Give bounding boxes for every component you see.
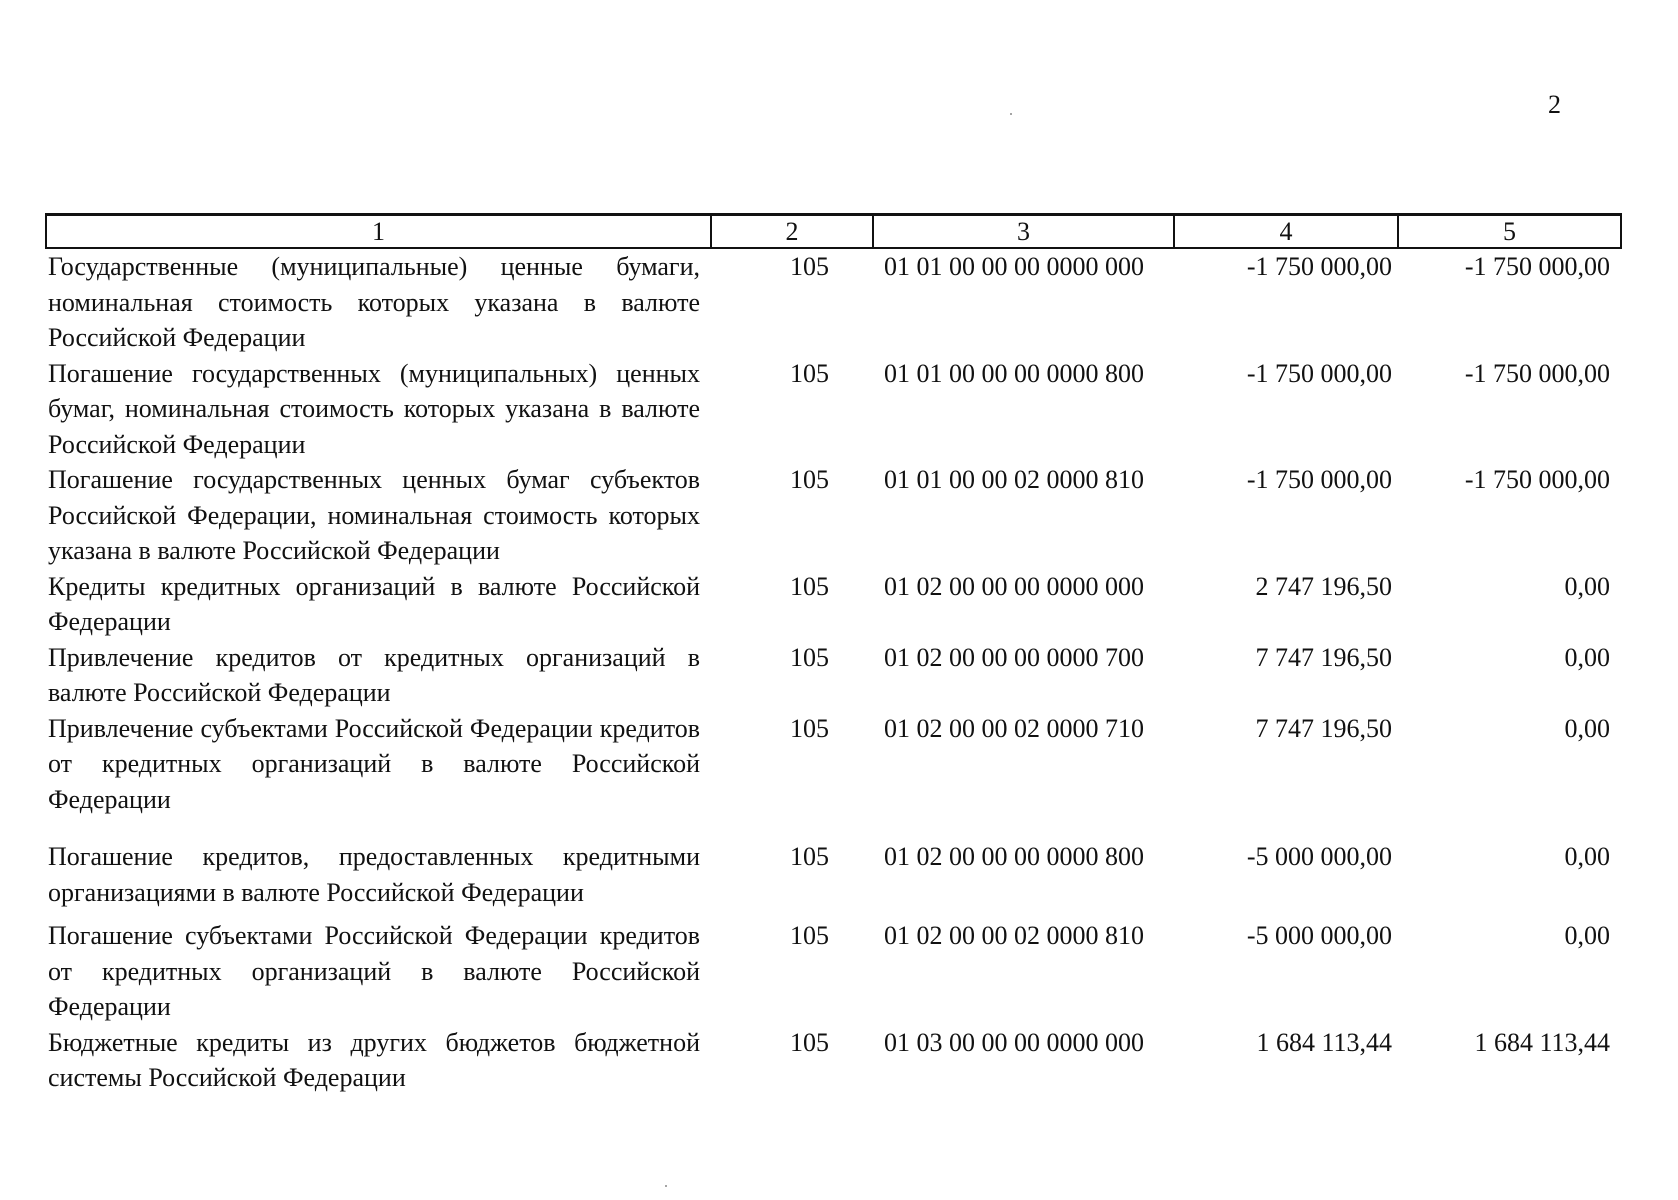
- table-header: [45, 213, 1622, 249]
- scan-speck: [1010, 113, 1012, 115]
- row-sum-2: 0,00: [1564, 921, 1610, 950]
- row-name: Погашение субъектами Российской Федерации кредитов от кредитных организаций в валюте Российской Федерации: [48, 921, 700, 1021]
- row-sum-1: 7 747 196,50: [1255, 713, 1392, 743]
- table-row: [45, 918, 1622, 1025]
- row-budget-code: 01 02 00 00 00 0000 000: [884, 571, 1144, 601]
- row-admin-code: 105: [790, 465, 829, 494]
- table-row: [45, 569, 1622, 640]
- row-sum-1: -1 750 000,00: [1246, 252, 1392, 281]
- row-name: Погашение кредитов, предоставленных кредитными организациями в валюте Российской Федерации: [48, 842, 700, 907]
- row-budget-code: 01 02 00 00 02 0000 710: [884, 713, 1144, 743]
- row-sum-2: 0,00: [1564, 842, 1610, 871]
- row-budget-code: 01 02 00 00 02 0000 810: [884, 921, 1144, 950]
- row-sum-2: 1 684 113,44: [1474, 1027, 1610, 1057]
- table-row: [45, 839, 1622, 910]
- row-name: Бюджетные кредиты из других бюджетов бюджетной системы Российской Федерации: [48, 1027, 700, 1092]
- row-sum-1: -1 750 000,00: [1246, 465, 1392, 494]
- row-sum-1: 2 747 196,50: [1255, 571, 1392, 601]
- row-budget-code: 01 01 00 00 00 0000 800: [884, 358, 1144, 388]
- row-name: Погашение государственных ценных бумаг субъектов Российской Федерации, номинальная стоимость которых указана в валюте Российской Федерации: [48, 465, 700, 565]
- column-header-2: 2: [712, 216, 874, 247]
- table-row: [45, 711, 1622, 818]
- row-sum-1: -5 000 000,00: [1246, 842, 1392, 871]
- row-sum-2: 0,00: [1564, 642, 1610, 672]
- row-admin-code: 105: [790, 571, 829, 601]
- row-admin-code: 105: [790, 252, 829, 281]
- row-sum-2: 0,00: [1564, 713, 1610, 743]
- page-number: 2: [1548, 90, 1561, 119]
- row-admin-code: 105: [790, 642, 829, 672]
- row-admin-code: 105: [790, 921, 829, 950]
- row-budget-code: 01 02 00 00 00 0000 700: [884, 642, 1144, 672]
- table-row: [45, 249, 1622, 356]
- row-admin-code: 105: [790, 1027, 829, 1057]
- row-sum-2: 0,00: [1564, 571, 1610, 601]
- row-name: Погашение государственных (муниципальных) ценных бумаг, номинальная стоимость которых указана в валюте Российской Федерации: [48, 358, 700, 459]
- table-row: [45, 640, 1622, 711]
- row-name: Привлечение кредитов от кредитных организаций в валюте Российской Федерации: [48, 642, 700, 707]
- column-header-3: 3: [874, 216, 1175, 247]
- scan-speck: [665, 1185, 667, 1187]
- row-name: Кредиты кредитных организаций в валюте Российской Федерации: [48, 571, 700, 636]
- row-admin-code: 105: [790, 842, 829, 871]
- table-row: [45, 462, 1622, 569]
- column-header-4: 4: [1175, 216, 1399, 247]
- column-header-1: 1: [47, 216, 712, 247]
- row-sum-1: 7 747 196,50: [1255, 642, 1392, 672]
- row-sum-2: -1 750 000,00: [1464, 252, 1610, 281]
- table-row: [45, 356, 1622, 463]
- row-budget-code: 01 02 00 00 00 0000 800: [884, 842, 1144, 871]
- row-sum-2: -1 750 000,00: [1464, 358, 1610, 388]
- row-sum-1: -5 000 000,00: [1246, 921, 1392, 950]
- row-sum-2: -1 750 000,00: [1464, 465, 1610, 494]
- row-admin-code: 105: [790, 358, 829, 388]
- column-header-5: 5: [1503, 216, 1516, 246]
- table-row: [45, 1025, 1622, 1096]
- row-admin-code: 105: [790, 713, 829, 743]
- row-budget-code: 01 01 00 00 02 0000 810: [884, 465, 1144, 494]
- row-sum-1: 1 684 113,44: [1256, 1027, 1392, 1057]
- table-body: [45, 249, 1622, 1096]
- row-sum-1: -1 750 000,00: [1246, 358, 1392, 388]
- row-name: Привлечение субъектами Российской Федерации кредитов от кредитных организаций в валюте Российской Федерации: [48, 713, 700, 814]
- row-budget-code: 01 01 00 00 00 0000 000: [884, 252, 1144, 281]
- row-name: Государственные (муниципальные) ценные бумаги, номинальная стоимость которых указана в валюте Российской Федерации: [48, 252, 700, 352]
- row-budget-code: 01 03 00 00 00 0000 000: [884, 1027, 1144, 1057]
